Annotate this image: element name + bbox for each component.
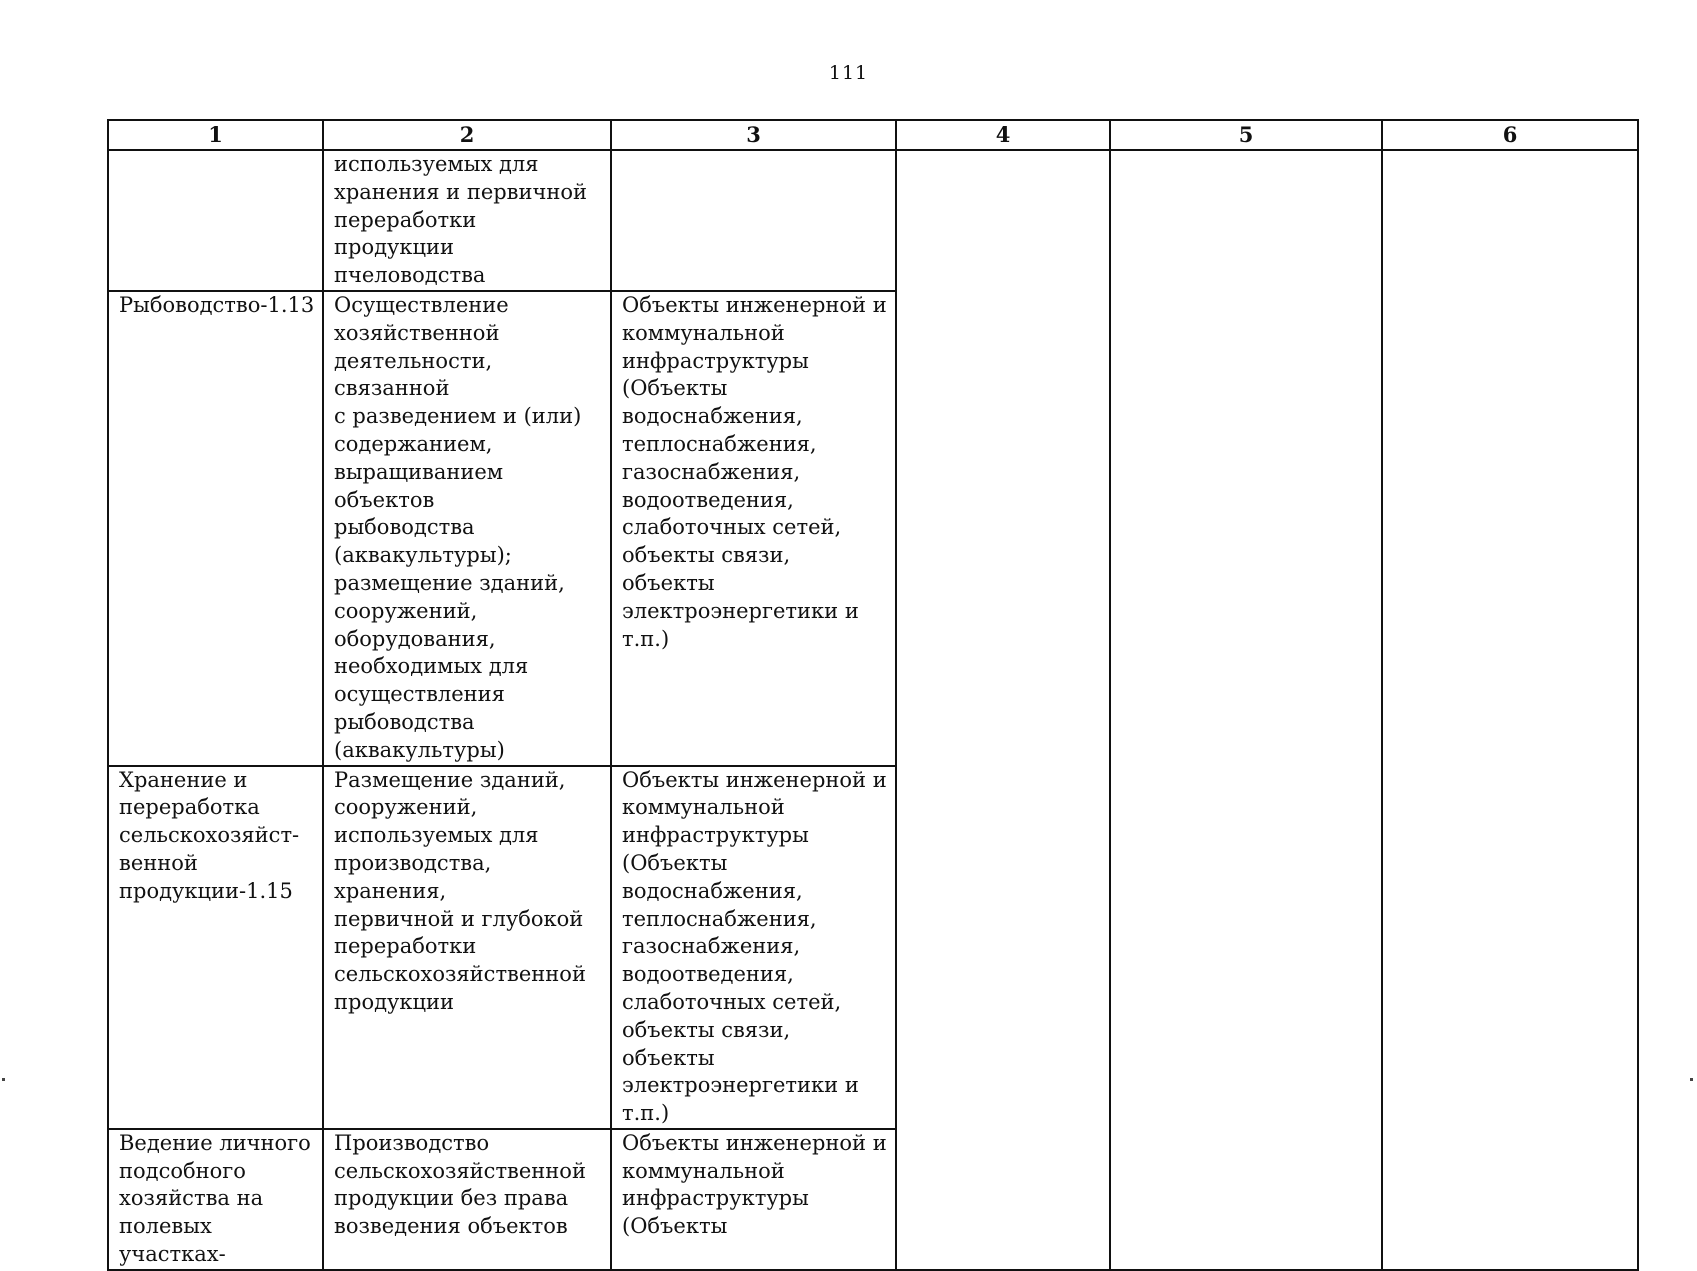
use-type-text: Ведение личного подсобного хозяйства на полевых участках-: [119, 1130, 311, 1267]
use-description-cell: [323, 766, 611, 1129]
use-description-text: Производство сельскохозяйственной продукции без права возведения объектов: [334, 1130, 586, 1239]
auxiliary-objects-cell: [611, 1129, 896, 1270]
use-type-cell: [108, 1129, 323, 1270]
column-header-5: 5: [1110, 120, 1382, 150]
use-type-text: Рыбоводство-1.13: [119, 292, 315, 317]
use-type-text: Хранение и переработка сельскохозяйст- венной продукции-1.15: [119, 767, 300, 903]
column-header-4: 4: [896, 120, 1110, 150]
auxiliary-objects-cell: [611, 291, 896, 766]
permitted-use-table: [107, 119, 1639, 1271]
use-description-text: используемых для хранения и первичной переработки продукции пчеловодства: [334, 152, 588, 288]
use-description-text: Размещение зданий, сооружений, используемых для производства, хранения, первичной и глубокой переработки сельскохозяйственной продукции: [334, 767, 586, 1014]
scan-mark-left: [2, 1078, 5, 1081]
auxiliary-objects-text: Объекты инженерной и коммунальной инфраструктуры (Объекты: [622, 1130, 887, 1239]
table-header-row: [108, 120, 1638, 150]
use-description-text: Осуществление хозяйственной деятельности, связанной с разведением и (или) содержанием, выращиванием объектов рыбоводства (аквакультуры); размещение зданий, сооружений, оборудования, необходимых для осуществления рыбоводства (аквакультуры): [334, 292, 582, 762]
column-6-empty-cell: [1382, 150, 1638, 1270]
column-header-3: 3: [611, 120, 896, 150]
use-description-cell: [323, 291, 611, 766]
use-type-cell: [108, 291, 323, 766]
column-4-empty-cell: [896, 150, 1110, 1270]
column-header-6: 6: [1382, 120, 1638, 150]
table-row: [108, 150, 1638, 291]
page-number: 111: [828, 62, 869, 84]
use-description-cell: [323, 1129, 611, 1270]
auxiliary-objects-text: Объекты инженерной и коммунальной инфраструктуры (Объекты водоснабжения, теплоснабжения, газоснабжения, водоотведения, слаботочных сетей, объекты связи, объекты электроэнергетики и т.п.): [622, 292, 887, 651]
auxiliary-objects-cell: [611, 766, 896, 1129]
use-type-cell: [108, 766, 323, 1129]
column-5-empty-cell: [1110, 150, 1382, 1270]
auxiliary-objects-text: Объекты инженерной и коммунальной инфраструктуры (Объекты водоснабжения, теплоснабжения, газоснабжения, водоотведения, слаботочных сетей, объекты связи, объекты электроэнергетики и т.п.): [622, 767, 887, 1126]
scan-mark-right: [1690, 1078, 1693, 1081]
column-header-2: 2: [323, 120, 611, 150]
column-header-1: 1: [108, 120, 323, 150]
use-type-cell: [108, 150, 323, 291]
use-description-cell: [323, 150, 611, 291]
auxiliary-objects-cell: [611, 150, 896, 291]
